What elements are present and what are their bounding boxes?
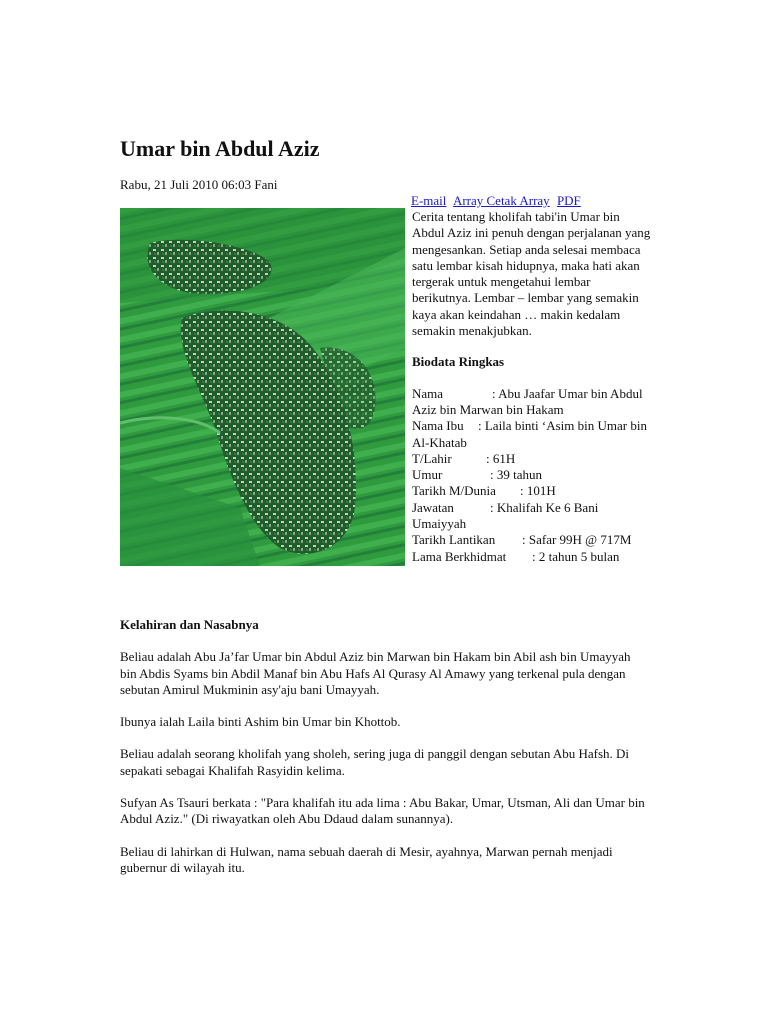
biodata-heading: Biodata Ringkas bbox=[412, 354, 505, 370]
biodata-row bbox=[412, 451, 652, 467]
paragraph: Beliau adalah seorang kholifah yang sholeh, sering juga di panggil dengan sebutan Abu Hafsh. Di sepakati sebagai Khalifah Rasyidin kelima. bbox=[120, 746, 630, 778]
article-links bbox=[411, 193, 585, 209]
aerial-photo bbox=[120, 208, 405, 566]
print-link[interactable]: Array Cetak Array bbox=[452, 193, 550, 208]
paragraph: Sufyan As Tsauri berkata : "Para khalifah itu ada lima : Abu Bakar, Umar, Utsman, Ali dan Umar bin Abdul Aziz." (Di riwayatkan oleh Abu Ddaud dalam sunannya). bbox=[120, 795, 645, 827]
biodata-value: : Safar 99H @ 717M bbox=[522, 532, 632, 548]
biodata-value: : 101H bbox=[520, 483, 556, 499]
paragraph: Beliau di lahirkan di Hulwan, nama sebuah daerah di Mesir, ayahnya, Marwan pernah menjadi gubernur di wilayah itu. bbox=[120, 843, 613, 875]
biodata-label: T/Lahir bbox=[412, 450, 452, 466]
biodata-row bbox=[412, 549, 652, 565]
biodata-row bbox=[412, 500, 652, 533]
pdf-link[interactable]: PDF bbox=[556, 193, 581, 208]
biodata-value: : Laila binti ‘Asim bin Umar bin Al-Khatab bbox=[412, 418, 647, 450]
biodata-label: Umur bbox=[412, 467, 443, 483]
biodata-row bbox=[412, 483, 652, 499]
intro-text: Cerita tentang kholifah tabi'in Umar bin Abdul Aziz ini penuh dengan perjalanan yang mengesankan. Setiap anda selesai membaca satu lembar kisah hidupnya, maka hati akan tergerak untuk mengetahui lembar berikutnya. Lembar – lembar yang semakin kaya akan keindahan … makin kedalam semakin menakjubkan. bbox=[412, 209, 651, 339]
biodata-row bbox=[412, 418, 652, 451]
biodata-value: : 61H bbox=[486, 450, 516, 466]
article-title: Umar bin Abdul Aziz bbox=[120, 136, 320, 161]
section-heading: Kelahiran dan Nasabnya bbox=[120, 617, 259, 632]
biodata-value: : Khalifah Ke 6 Bani Umaiyyah bbox=[412, 499, 599, 532]
article-meta: Rabu, 21 Juli 2010 06:03 Fani bbox=[120, 177, 278, 192]
side-column bbox=[412, 209, 652, 565]
biodata-value: : 2 tahun 5 bulan bbox=[532, 548, 620, 564]
paragraph: Beliau adalah Abu Ja’far Umar bin Abdul Aziz bin Marwan bin Hakam bin Abil ash bin Umayyah bin Abdis Syams bin Abdil Manaf bin Abu Hafs Al Qurasy Al Amawy yang terkenal pula dengan sebutan Amirul Mukminin asy'aju bani Umayyah. bbox=[120, 649, 631, 697]
biodata-label: Tarikh M/Dunia bbox=[412, 483, 496, 499]
biodata-row bbox=[412, 467, 652, 483]
biodata-label: Jawatan bbox=[412, 499, 454, 515]
article-body bbox=[120, 617, 650, 892]
biodata-row bbox=[412, 532, 652, 548]
biodata-label: Tarikh Lantikan bbox=[412, 532, 496, 548]
biodata-label: Lama Berkhidmat bbox=[412, 548, 507, 564]
biodata-value: : 39 tahun bbox=[490, 467, 542, 483]
biodata-label: Nama Ibu bbox=[412, 418, 464, 434]
biodata-row bbox=[412, 386, 652, 419]
biodata-value: : Abu Jaafar Umar bin Abdul Aziz bin Marwan bin Hakam bbox=[412, 385, 643, 417]
email-link[interactable]: E-mail bbox=[411, 193, 447, 208]
biodata-label: Nama bbox=[412, 385, 444, 401]
biodata-list bbox=[412, 386, 652, 565]
paragraph: Ibunya ialah Laila binti Ashim bin Umar bin Khottob. bbox=[120, 714, 401, 730]
